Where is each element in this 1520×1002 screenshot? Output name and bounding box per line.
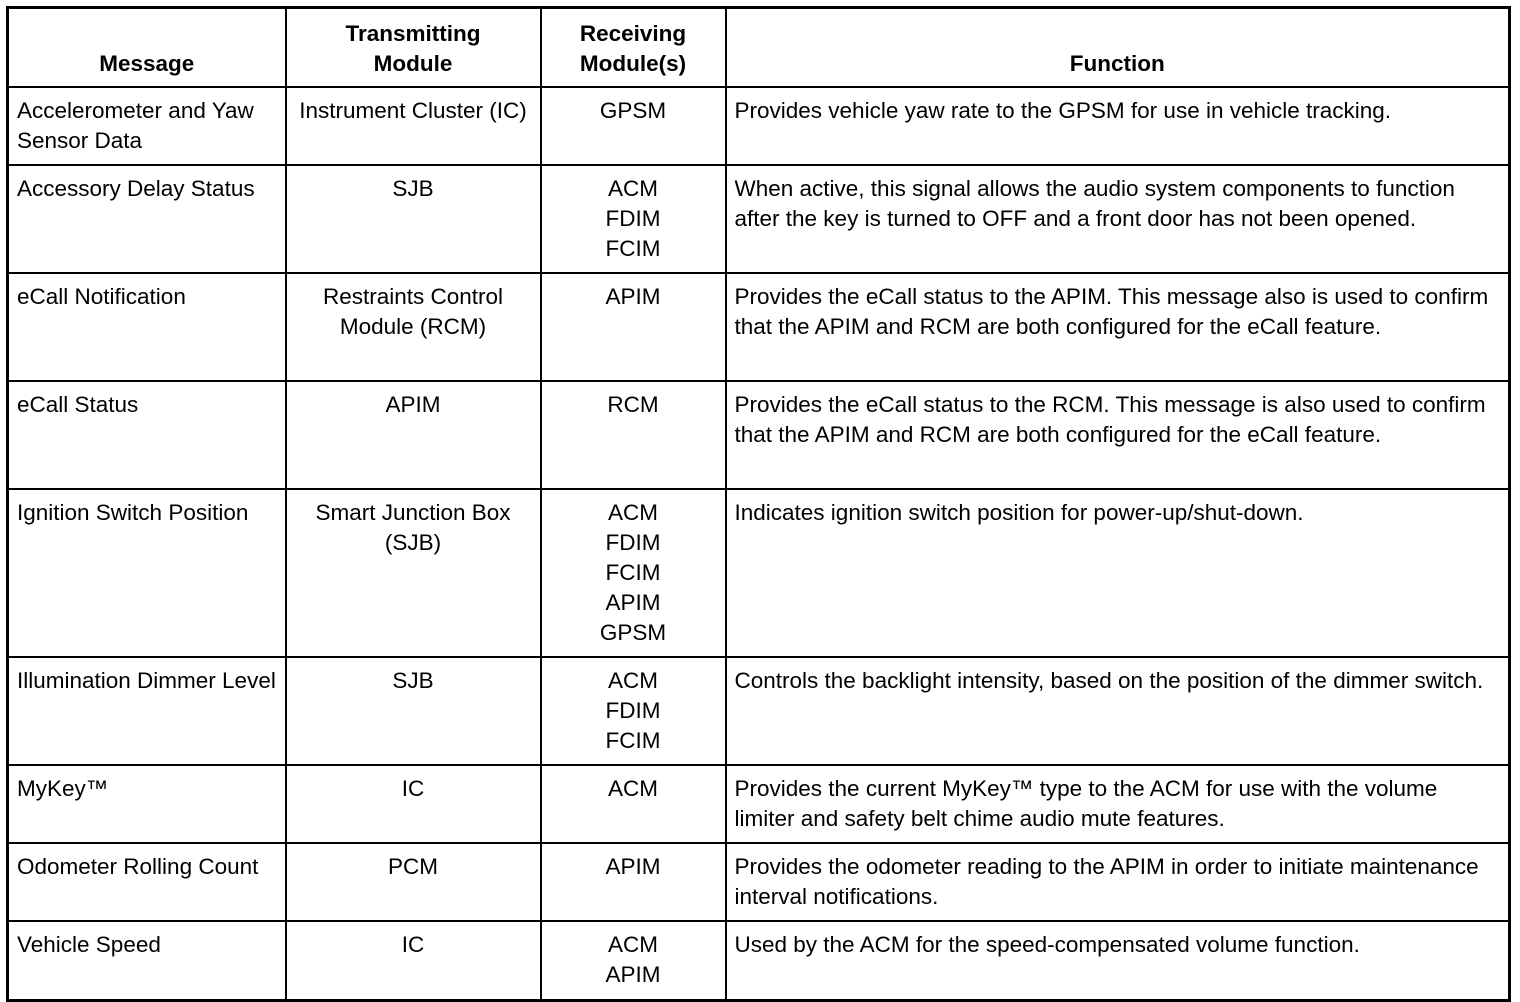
- receiving-module: APIM: [605, 961, 661, 987]
- cell-function: Controls the backlight intensity, based on the position of the dimmer switch.: [726, 657, 1510, 765]
- receiving-module: RCM: [607, 391, 659, 417]
- table-row: [8, 165, 1510, 273]
- cell-transmitting-module: IC: [286, 921, 541, 1001]
- cell-function: When active, this signal allows the audio system components to function after the key is turned to OFF and a front door has not been opened.: [726, 165, 1510, 273]
- cell-transmitting-module: Instrument Cluster (IC): [286, 87, 541, 165]
- cell-receiving-modules: [541, 165, 726, 273]
- header-function: Function: [726, 8, 1510, 87]
- table-row: [8, 843, 1510, 921]
- cell-message: Vehicle Speed: [8, 921, 286, 1001]
- cell-receiving-modules: [541, 921, 726, 1001]
- cell-transmitting-module: Smart Junction Box (SJB): [286, 489, 541, 657]
- receiving-module: FDIM: [605, 697, 661, 723]
- cell-function: Provides the odometer reading to the APIM in order to initiate maintenance interval notifications.: [726, 843, 1510, 921]
- cell-message: MyKey™: [8, 765, 286, 843]
- receiving-module: ACM: [608, 175, 658, 201]
- table-row: [8, 381, 1510, 489]
- receiving-module: GPSM: [599, 619, 667, 645]
- receiving-module: FDIM: [605, 205, 661, 231]
- receiving-module: APIM: [605, 853, 661, 879]
- cell-message: Odometer Rolling Count: [8, 843, 286, 921]
- receiving-module: ACM: [608, 775, 658, 801]
- receiving-module: GPSM: [599, 97, 667, 123]
- table-row: [8, 921, 1510, 1001]
- receiving-module: APIM: [605, 589, 661, 615]
- cell-function: Provides the eCall status to the RCM. This message is also used to confirm that the APIM and RCM are both configured for the eCall feature.: [726, 381, 1510, 489]
- header-receiving-line2: Module(s): [579, 50, 687, 76]
- cell-function: Used by the ACM for the speed-compensated volume function.: [726, 921, 1510, 1001]
- header-message: Message: [8, 8, 286, 87]
- header-transmitting-line1: Transmitting: [345, 20, 481, 46]
- cell-message: eCall Notification: [8, 273, 286, 381]
- cell-receiving-modules: [541, 87, 726, 165]
- table-row: [8, 87, 1510, 165]
- cell-receiving-modules: [541, 381, 726, 489]
- cell-message: Accelerometer and Yaw Sensor Data: [8, 87, 286, 165]
- cell-function: Provides the current MyKey™ type to the ACM for use with the volume limiter and safety belt chime audio mute features.: [726, 765, 1510, 843]
- cell-function: Provides the eCall status to the APIM. This message also is used to confirm that the APIM and RCM are both configured for the eCall feature.: [726, 273, 1510, 381]
- receiving-module: ACM: [608, 667, 658, 693]
- cell-message: Accessory Delay Status: [8, 165, 286, 273]
- header-transmitting-line2: Module: [373, 50, 453, 76]
- cell-receiving-modules: [541, 765, 726, 843]
- receiving-module: ACM: [608, 931, 658, 957]
- table-row: [8, 765, 1510, 843]
- receiving-module: ACM: [608, 499, 658, 525]
- receiving-module: APIM: [605, 283, 661, 309]
- cell-transmitting-module: PCM: [286, 843, 541, 921]
- cell-transmitting-module: IC: [286, 765, 541, 843]
- cell-transmitting-module: SJB: [286, 657, 541, 765]
- network-message-table: [6, 6, 1511, 1002]
- cell-transmitting-module: Restraints Control Module (RCM): [286, 273, 541, 381]
- cell-receiving-modules: [541, 843, 726, 921]
- cell-transmitting-module: SJB: [286, 165, 541, 273]
- cell-message: eCall Status: [8, 381, 286, 489]
- cell-function: Indicates ignition switch position for power-up/shut-down.: [726, 489, 1510, 657]
- table-header-row: [8, 8, 1510, 87]
- cell-function: Provides vehicle yaw rate to the GPSM for use in vehicle tracking.: [726, 87, 1510, 165]
- receiving-module: FCIM: [605, 559, 661, 585]
- cell-message: Ignition Switch Position: [8, 489, 286, 657]
- cell-receiving-modules: [541, 273, 726, 381]
- cell-receiving-modules: [541, 657, 726, 765]
- cell-receiving-modules: [541, 489, 726, 657]
- receiving-module: FCIM: [605, 235, 661, 261]
- table-row: [8, 273, 1510, 381]
- header-receiving-line1: Receiving: [579, 20, 687, 46]
- receiving-module: FDIM: [605, 529, 661, 555]
- cell-transmitting-module: APIM: [286, 381, 541, 489]
- table-row: [8, 657, 1510, 765]
- table-row: [8, 489, 1510, 657]
- header-receiving-modules: [541, 8, 726, 87]
- header-transmitting-module: [286, 8, 541, 87]
- receiving-module: FCIM: [605, 727, 661, 753]
- cell-message: Illumination Dimmer Level: [8, 657, 286, 765]
